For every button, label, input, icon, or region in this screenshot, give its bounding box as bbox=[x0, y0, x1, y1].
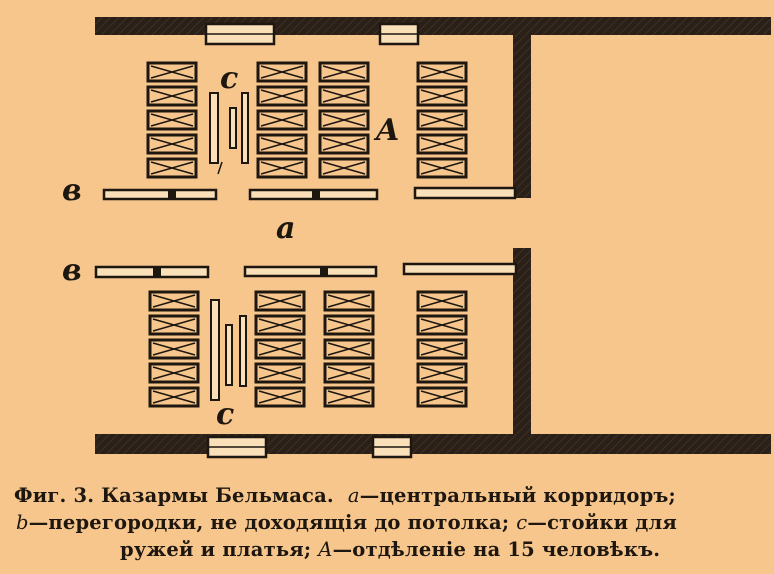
lower-bed-column-1 bbox=[150, 292, 198, 406]
caption-a-text: —центральный корридоръ; bbox=[359, 484, 676, 507]
upper-partition-1 bbox=[104, 189, 216, 200]
lower-stands bbox=[211, 300, 246, 400]
lower-partition-1 bbox=[96, 266, 208, 278]
upper-bed-column-4 bbox=[418, 63, 466, 177]
upper-wall-window-right bbox=[380, 24, 418, 44]
caption-b-key: b bbox=[16, 511, 29, 534]
lower-bed-column-4 bbox=[418, 292, 466, 406]
label-c-top: c bbox=[220, 61, 239, 96]
figure-caption bbox=[14, 482, 764, 563]
upper-bed-column-2 bbox=[258, 63, 306, 177]
caption-b-text: —перегородки, не доходящія до потолка; bbox=[28, 511, 510, 534]
lower-wall-window-right bbox=[373, 437, 411, 457]
lower-partition-3 bbox=[404, 264, 516, 274]
lower-wall-window-left bbox=[208, 437, 266, 457]
caption-a-key: a bbox=[347, 484, 360, 507]
label-b-bottom: в bbox=[62, 253, 82, 288]
upper-bed-column-3 bbox=[320, 63, 368, 177]
label-A: A bbox=[376, 113, 400, 148]
caption-c-key: c bbox=[516, 511, 528, 534]
lower-bed-column-2 bbox=[256, 292, 304, 406]
lower-bed-column-3 bbox=[325, 292, 373, 406]
upper-bed-column-1 bbox=[148, 63, 196, 177]
caption-A-text: —отдѣленіе на 15 человѣкъ. bbox=[332, 538, 661, 561]
upper-wall-window-left bbox=[206, 24, 274, 44]
caption-line-2 bbox=[14, 509, 764, 536]
upper-partition-2 bbox=[250, 189, 377, 200]
caption-line-3 bbox=[14, 536, 764, 563]
caption-fig-prefix: Фиг. 3. Казармы Бельмаса. bbox=[14, 484, 334, 507]
lower-partition-2 bbox=[245, 266, 376, 277]
upper-partition-3 bbox=[415, 188, 515, 198]
label-b-top: в bbox=[62, 173, 82, 208]
label-c-bottom: c bbox=[216, 397, 235, 432]
upper-stands bbox=[210, 93, 248, 174]
caption-line-1 bbox=[14, 482, 764, 509]
caption-A-key: A bbox=[318, 538, 333, 561]
caption-c-text: —стойки для bbox=[527, 511, 678, 534]
label-a: a bbox=[276, 211, 296, 246]
caption-line3-start: ружей и платья; bbox=[120, 538, 312, 561]
